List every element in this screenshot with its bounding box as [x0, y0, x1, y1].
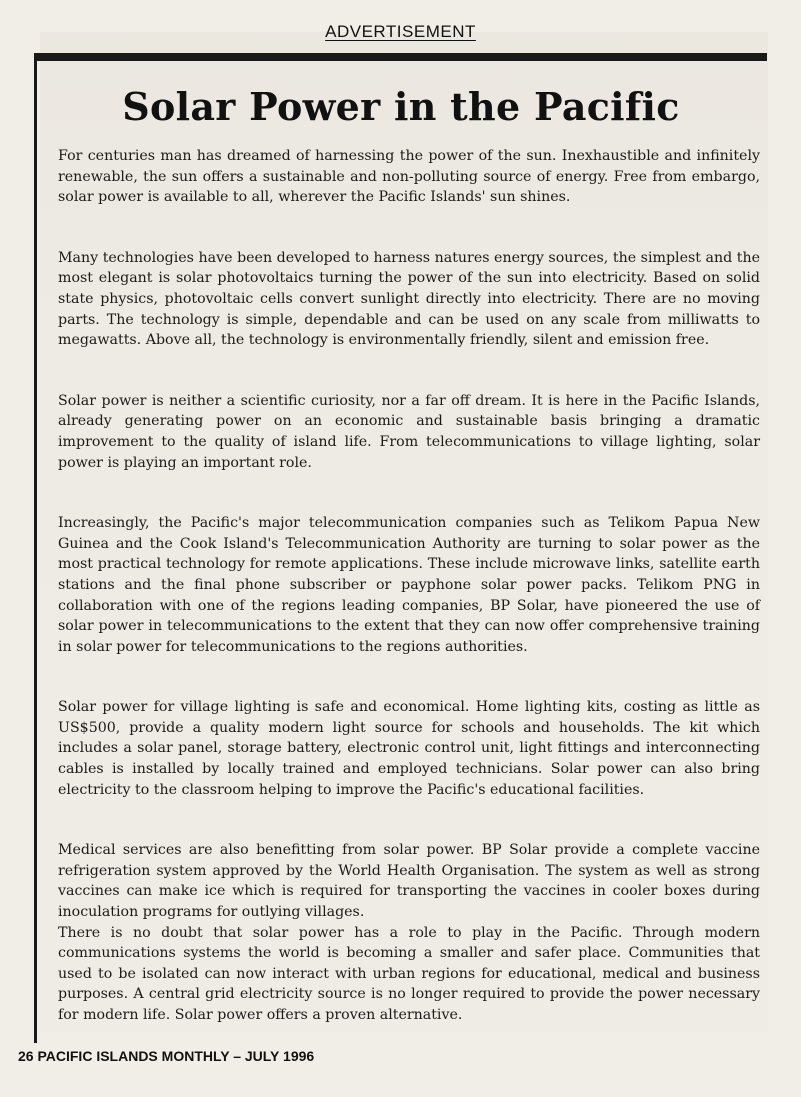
paragraph-2: Many technologies have been developed to harness natures energy sources, the simplest and the most elegant is solar photovoltaics turning the power of the sun into electricity. Based on solid state physics, photovoltaic cells convert sunlight directly into electricity. There are no moving parts. The technology is simple, dependable and can be used on any scale from milliwatts to megawatts. Above all, the technology is environmentally friendly, silent and emission free.: [58, 249, 760, 349]
paragraph-1: For centuries man has dreamed of harnessing the power of the sun. Inexhaustible and infinitely renewable, the sun offers a sustainable and non-polluting source of energy. Free from embargo, solar power is available to all, wherever the Pacific Islands' sun shines.: [58, 148, 760, 206]
paragraph-3: Solar power is neither a scientific curiosity, nor a far off dream. It is here in the Pacific Islands, already generating power on an economic and sustainable basis bringing a dramatic improvement to the quality of island life. From telecommunications to village lighting, solar power is playing an important role.: [58, 392, 760, 471]
paragraph-6: Medical services are also benefitting from solar power. BP Solar provide a complete vaccine refrigeration system approved by the World Health Organisation. The system as well as strong vaccines can make ice which is required for transporting the vaccines in cooler boxes during inoculation programs for outlying villages.: [58, 842, 760, 921]
left-rule: [34, 53, 37, 1043]
article-title: Solar Power in the Pacific: [122, 84, 680, 129]
paragraph-4: Increasingly, the Pacific's major telecommunication companies such as Telikom Papua New Guinea and the Cook Island's Telecommunication Authority are turning to solar power as the most practical technology for remote applications. These include microwave links, satellite earth stations and the final phone subscriber or payphone solar power packs. Telikom PNG in collaboration with one of the regions leading companies, BP Solar, have pioneered the use of solar power in telecommunications to the extent that they can now offer comprehensive training in solar power for telecommunications to the regions authorities.: [58, 515, 760, 655]
paragraph-5: Solar power for village lighting is safe and economical. Home lighting kits, costing as little as US$500, provide a quality modern light source for schools and households. The kit which includes a solar panel, storage battery, electronic control unit, light fittings and interconnecting cables is installed by locally trained and employed technicians. Solar power can also bring electricity to the classroom helping to improve the Pacific's educational facilities.: [58, 699, 760, 798]
article-body: [58, 146, 760, 1026]
page-footer: 26 PACIFIC ISLANDS MONTHLY – JULY 1996: [18, 1048, 315, 1064]
top-rule: [34, 53, 767, 61]
advertisement-label: ADVERTISEMENT: [325, 22, 476, 41]
paragraph-7: There is no doubt that solar power has a role to play in the Pacific. Through modern communications systems the world is becoming a smaller and safer place. Communities that used to be isolated can now interact with urban regions for educational, medical and business purposes. A central grid electricity source is no longer required to provide the power necessary for modern life. Solar power offers a proven alternative.: [58, 924, 760, 1023]
